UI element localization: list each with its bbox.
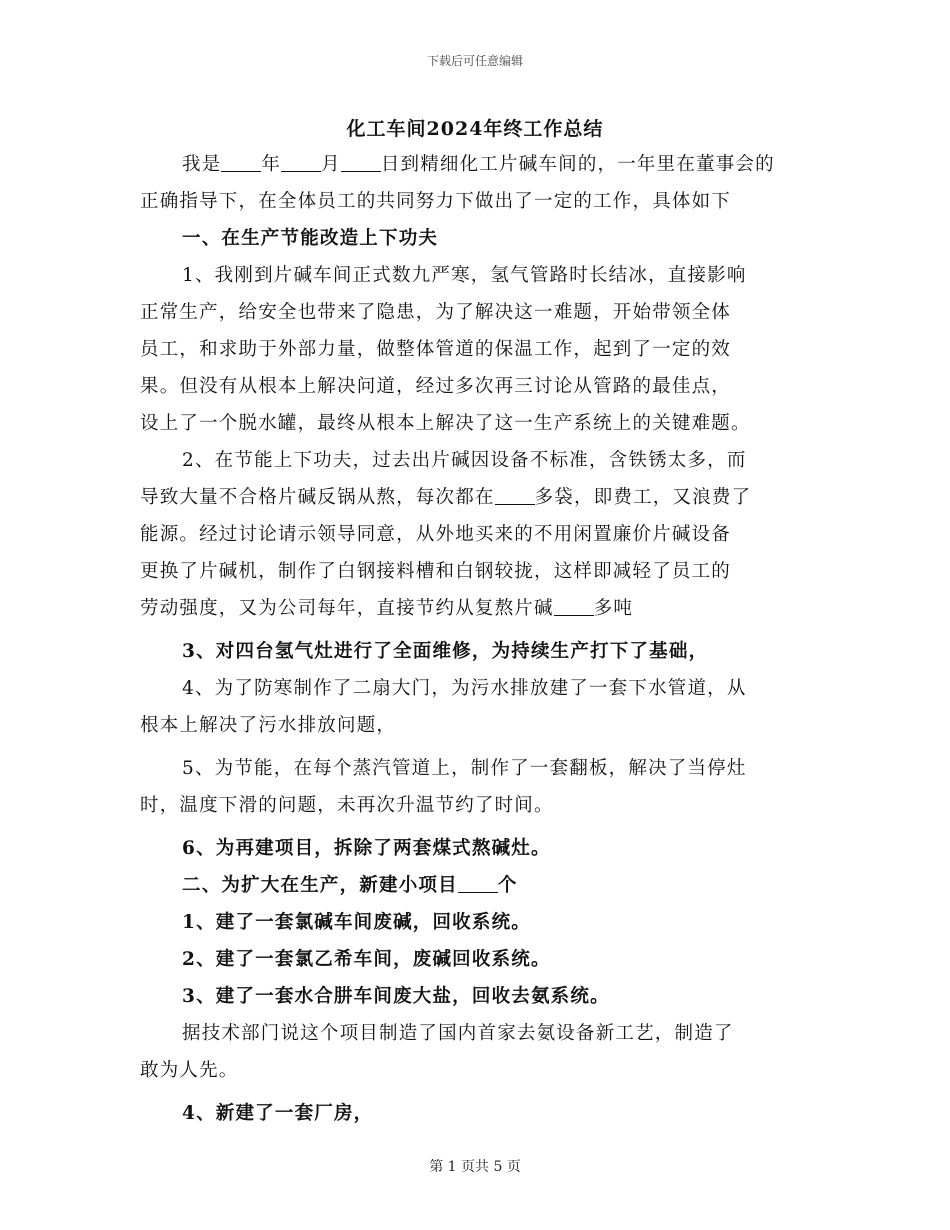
paragraph-line: 时，温度下滑的问题，未再次升温节约了时间。 <box>140 795 554 816</box>
paragraph-line: 能源。经过讨论请示领导同意，从外地买来的不用闲置廉价片碱设备 <box>140 524 732 545</box>
paragraph-line: 敢为人先。 <box>140 1060 239 1081</box>
blank-field <box>554 593 594 616</box>
list-item: 1、建了一套氯碱车间废碱，回收系统。 <box>182 912 531 933</box>
paragraph-line: 劳动强度，又为公司每年，直接节约从复熬片碱 多吨 <box>140 590 808 627</box>
document-title: 化工车间2024年终工作总结 <box>346 118 604 140</box>
document-body <box>140 146 808 1132</box>
section-heading: 一、在生产节能改造上下功夫 <box>182 228 439 249</box>
paragraph-line: 员工，和求助于外部力量，做整体管道的保温工作，起到了一定的效 <box>140 339 732 360</box>
paragraph-line: 据技术部门说这个项目制造了国内首家去氨设备新工艺，制造了 <box>182 1023 734 1044</box>
paragraph-line: 设上了一个脱水罐，最终从根本上解决了这一生产系统上的关键难题。 <box>140 413 751 434</box>
section-heading: 二、为扩大在生产，新建小项目 个 <box>140 867 808 904</box>
paragraph-line: 正常生产，给安全也带来了隐患，为了解决这一难题，开始带领全体 <box>140 302 732 323</box>
paragraph-line: 更换了片碱机，制作了白钢接料槽和白钢较拢，这样即减轻了员工的 <box>140 561 732 582</box>
paragraph-line: 根本上解决了污水排放问题， <box>140 715 397 736</box>
page-header: 下载后可任意编辑 <box>426 54 523 68</box>
blank-field <box>458 870 498 893</box>
blank-field <box>495 482 535 505</box>
paragraph-line: 1、我刚到片碱车间正式数九严寒，氢气管路时长结冰，直接影响 <box>182 265 747 286</box>
page-footer: 第 1 页共 5 页 <box>429 1159 521 1175</box>
paragraph-line: 3、对四台氢气灶进行了全面维修，为持续生产打下了基础， <box>182 641 709 662</box>
paragraph-line: 6、为再建项目，拆除了两套煤式熬碱灶。 <box>182 838 551 859</box>
blank-field <box>221 149 261 172</box>
list-item: 2、建了一套氯乙希车间，废碱回收系统。 <box>182 949 551 970</box>
paragraph-line: 2、在节能上下功夫，过去出片碱因设备不标准，含铁锈太多，而 <box>182 450 747 471</box>
blank-field <box>341 149 381 172</box>
list-item: 3、建了一套水合肼车间废大盐，回收去氨系统。 <box>182 986 610 1007</box>
paragraph-line: 5、为节能，在每个蒸汽管道上，制作了一套翻板，解决了当停灶 <box>182 758 747 779</box>
intro-line: 我是 年 月 日到精细化工片碱车间的，一年里在董事会的 <box>140 146 808 183</box>
paragraph-line: 果。但没有从根本上解决问道，经过多次再三讨论从管路的最佳点， <box>140 376 732 397</box>
list-item: 4、新建了一套厂房， <box>182 1103 374 1124</box>
paragraph-line: 导致大量不合格片碱反锅从熬，每次都在 多袋，即费工，又浪费了 <box>140 479 808 516</box>
intro-line: 正确指导下，在全体员工的共同努力下做出了一定的工作，具体如下 <box>140 191 732 212</box>
paragraph-line: 4、为了防寒制作了二扇大门，为污水排放建了一套下水管道，从 <box>182 678 747 699</box>
blank-field <box>281 149 321 172</box>
